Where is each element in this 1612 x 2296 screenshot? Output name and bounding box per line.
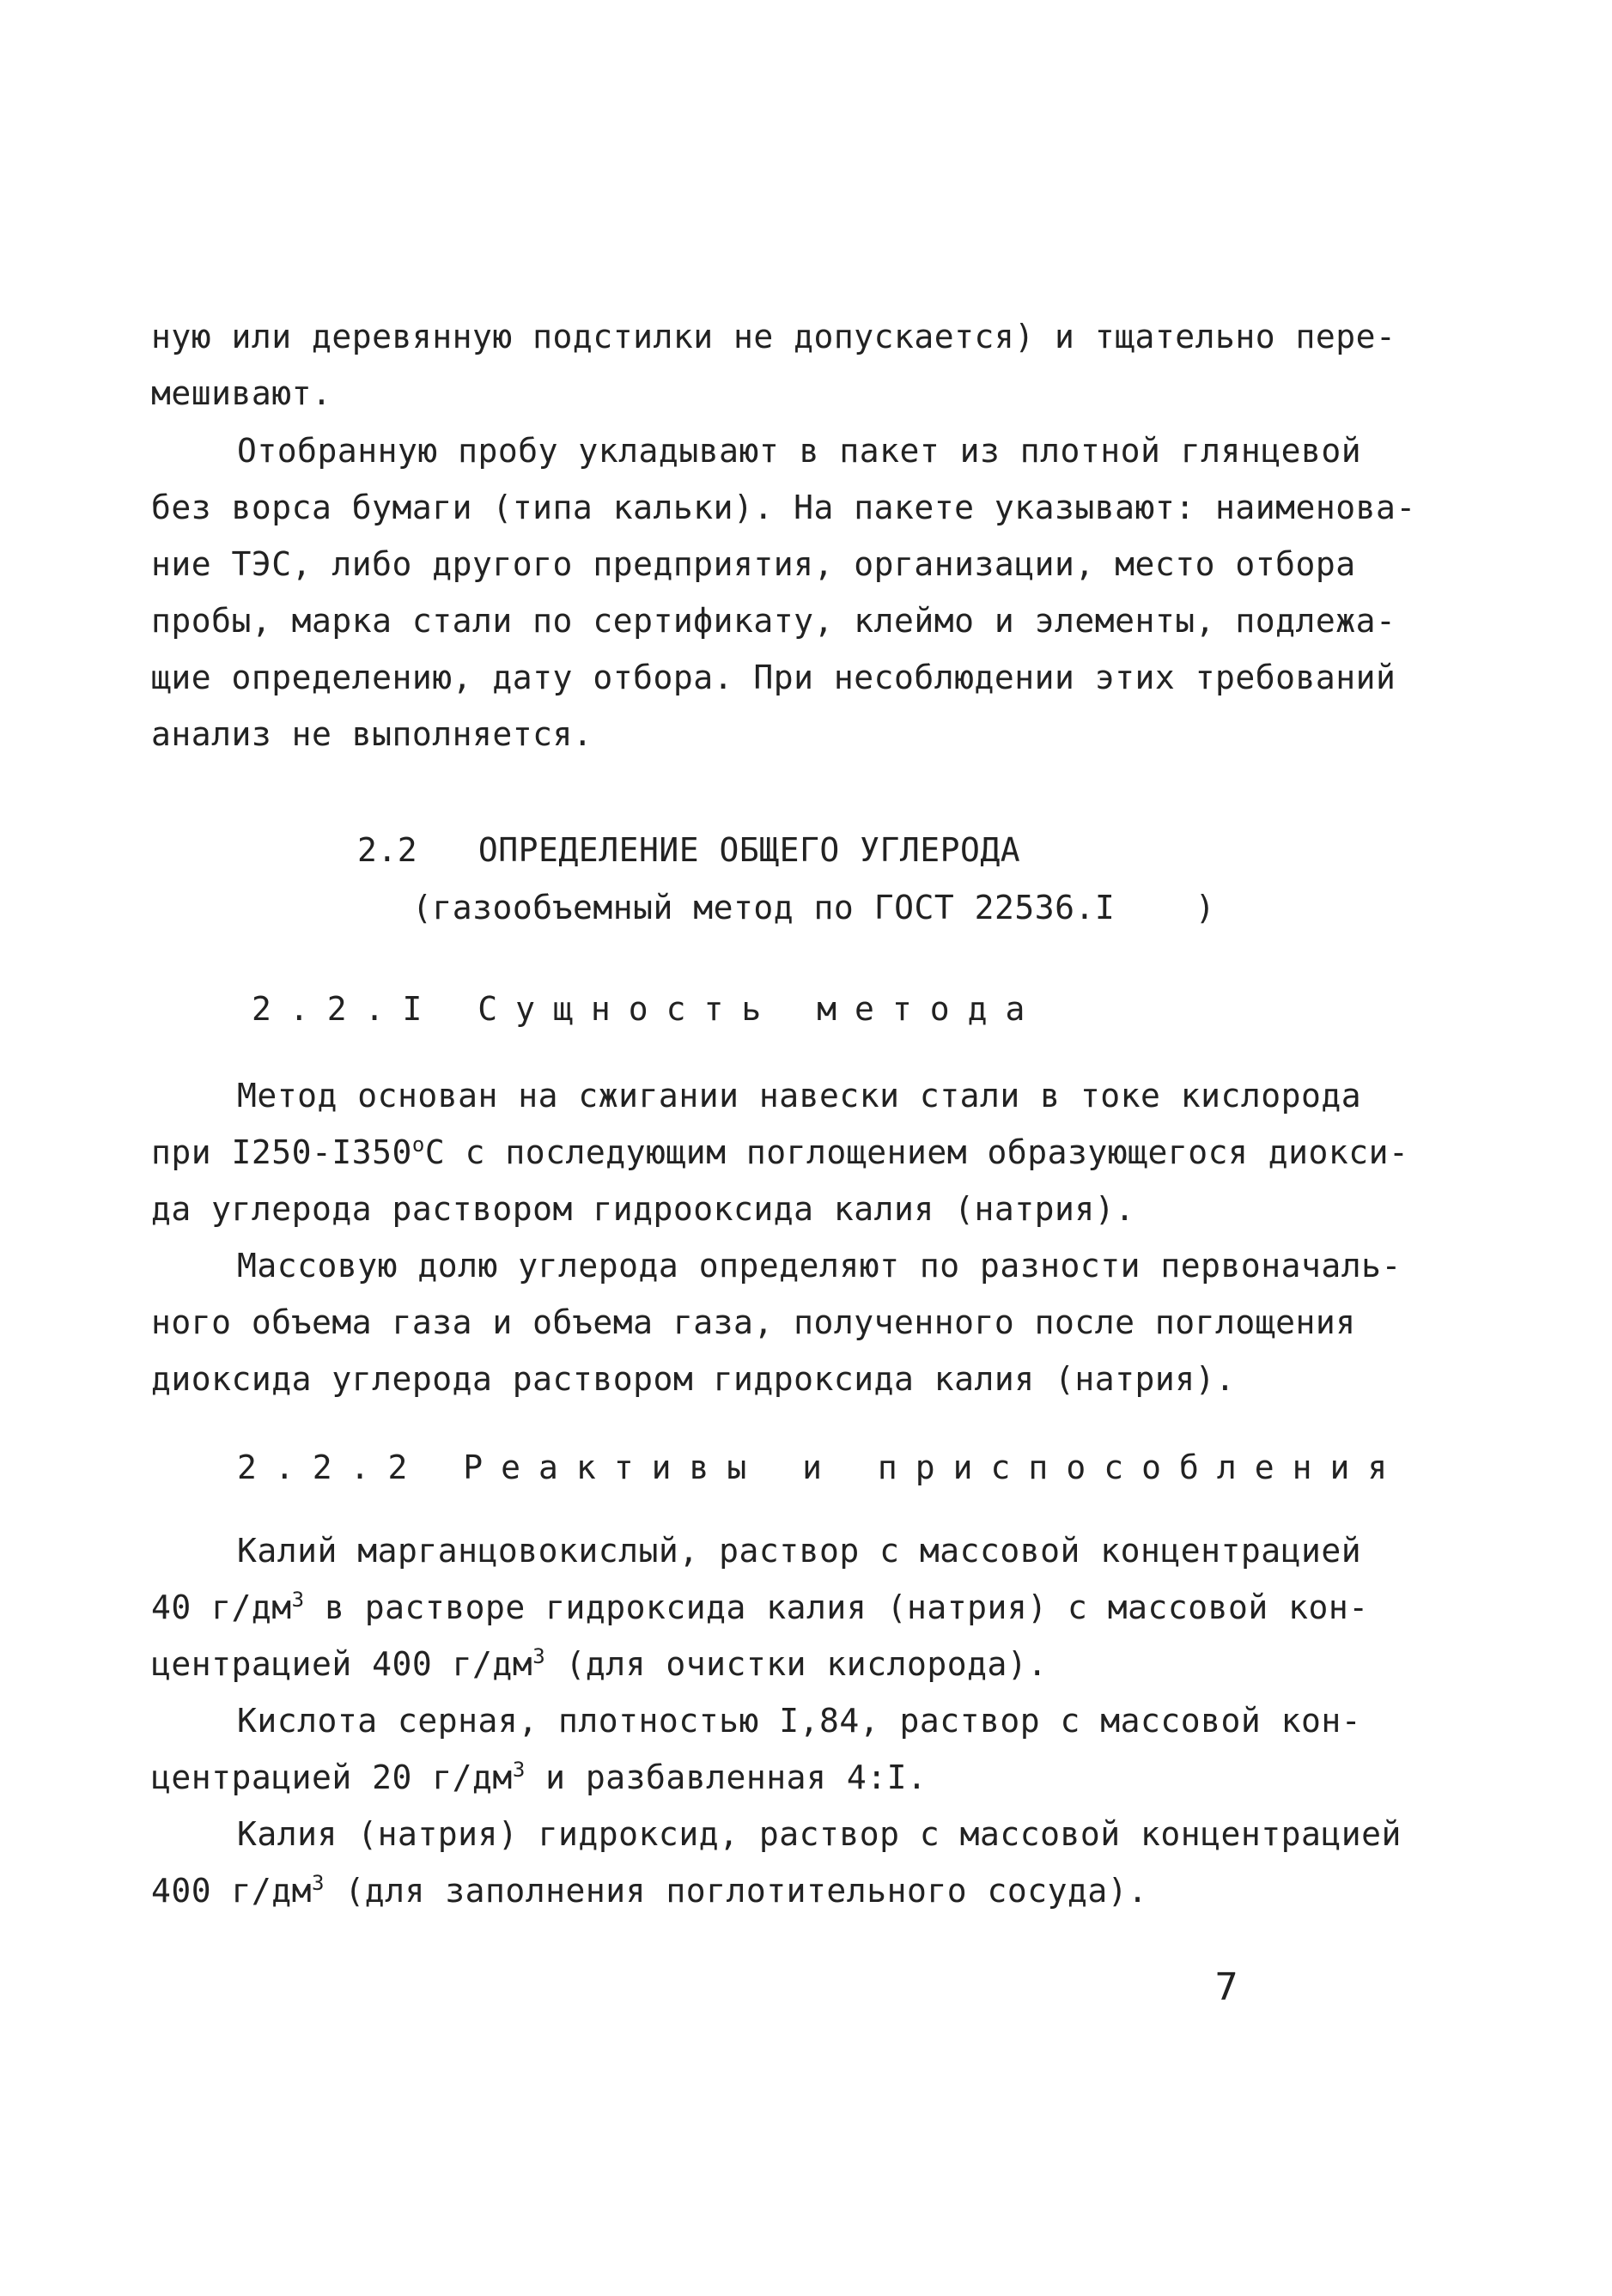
subsection-heading: 2.2.I Сущность метода — [252, 990, 1043, 1028]
text-line: Калия (натрия) гидроксид, раствор с массовой концентрацией — [237, 1815, 1402, 1853]
text-line: пробы, марка стали по сертификату, клеймо и элементы, подлежа- — [151, 602, 1396, 640]
text-line: без ворса бумаги (типа кальки). На пакете указывают: наименова- — [151, 489, 1416, 526]
text-line: ную или деревянную подстилки не допускается) и тщательно пере- — [151, 318, 1396, 355]
text-line: центрацией 20 $г/дм^3$ и разбавленная 4:I. — [151, 1758, 928, 1796]
text-line: при $I250-I350^оС$ с последующим поглощением образующегося диокси- — [151, 1133, 1409, 1171]
text-line: Метод основан на сжигании навески стали в токе кислорода — [237, 1077, 1362, 1115]
text-line: Массовую долю углерода определяют по разности первоначаль- — [237, 1247, 1402, 1285]
text-line: анализ не выполняется. — [151, 715, 593, 753]
text-line: Калий марганцовокислый, раствор с массовой концентрацией — [237, 1532, 1362, 1570]
text-line: диоксида углерода раствором гидроксида калия (натрия). — [151, 1360, 1236, 1398]
text-line: да углерода раствором гидрооксида калия (натрия). — [151, 1190, 1135, 1228]
text-line: Отобранную пробу укладывают в пакет из плотной глянцевой — [237, 432, 1362, 470]
section-number: 2.2 — [357, 831, 418, 869]
text-line: центрацией 400 $г/дм^3$ (для очистки кислорода). — [151, 1644, 1048, 1683]
text-line: 400 $г/дм^3$ (для заполнения поглотительного сосуда). — [151, 1871, 1148, 1910]
text-line: ного объема газа и объема газа, полученного после поглощения — [151, 1303, 1356, 1341]
text-line: 40 $г/дм^3$ в растворе гидроксида калия (натрия) с массовой кон- — [151, 1588, 1369, 1626]
page-number: 7 — [1214, 1965, 1238, 2009]
text-line: мешивают. — [151, 374, 332, 412]
text-line: щие определению, дату отбора. При несоблюдении этих требований — [151, 659, 1396, 696]
section-title: ОПРЕДЕЛЕНИЕ ОБЩЕГО УГЛЕРОДА — [478, 831, 1021, 869]
text-line: Кислота серная, плотностью I,84, раствор с массовой кон- — [237, 1702, 1362, 1740]
subsection-heading: 2.2.2 Реактивы и приспособления — [237, 1449, 1406, 1486]
text-line: ние ТЭС, либо другого предприятия, организации, место отбора — [151, 545, 1356, 583]
section-subtitle: (газообъемный метод по ГОСТ 22536.I ) — [412, 889, 1216, 926]
section-heading — [357, 830, 1020, 870]
